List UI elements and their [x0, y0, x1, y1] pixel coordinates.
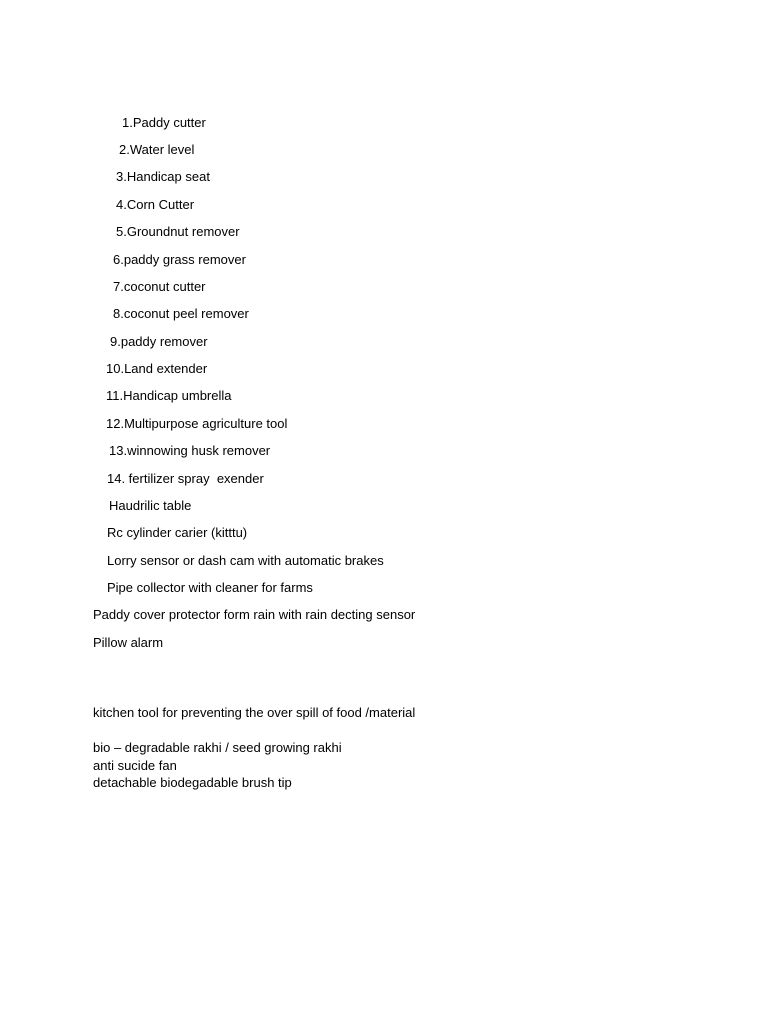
list-item: bio – degradable rakhi / seed growing rakhi — [93, 740, 342, 755]
list-item: detachable biodegadable brush tip — [93, 775, 292, 790]
list-item: 13.winnowing husk remover — [109, 443, 271, 458]
list-item: 8.coconut peel remover — [113, 306, 249, 321]
list-item: 6.paddy grass remover — [113, 252, 246, 267]
list-item: Pipe collector with cleaner for farms — [107, 580, 313, 595]
list-item: Rc cylinder carier (kitttu) — [107, 525, 248, 540]
list-item: 5.Groundnut remover — [116, 224, 240, 239]
list-item: 9.paddy remover — [110, 334, 208, 349]
list-item: Pillow alarm — [93, 635, 164, 650]
list-item: 2.Water level — [119, 142, 195, 157]
list-item: Haudrilic table — [109, 498, 192, 513]
list-item: anti sucide fan — [93, 758, 177, 773]
list-item: 1.Paddy cutter — [122, 115, 206, 130]
list-item: 14. fertilizer spray exender — [107, 471, 264, 486]
list-item: Lorry sensor or dash cam with automatic brakes — [107, 553, 384, 568]
paragraph: kitchen tool for preventing the over spill of food /material — [93, 705, 416, 720]
list-item: 10.Land extender — [106, 361, 208, 376]
list-item: Paddy cover protector form rain with rain decting sensor — [93, 607, 416, 622]
list-item: 4.Corn Cutter — [116, 197, 195, 212]
list-item: 12.Multipurpose agriculture tool — [106, 416, 288, 431]
list-item: 3.Handicap seat — [116, 169, 210, 184]
list-item: 11.Handicap umbrella — [106, 388, 232, 403]
list-item: 7.coconut cutter — [113, 279, 206, 294]
